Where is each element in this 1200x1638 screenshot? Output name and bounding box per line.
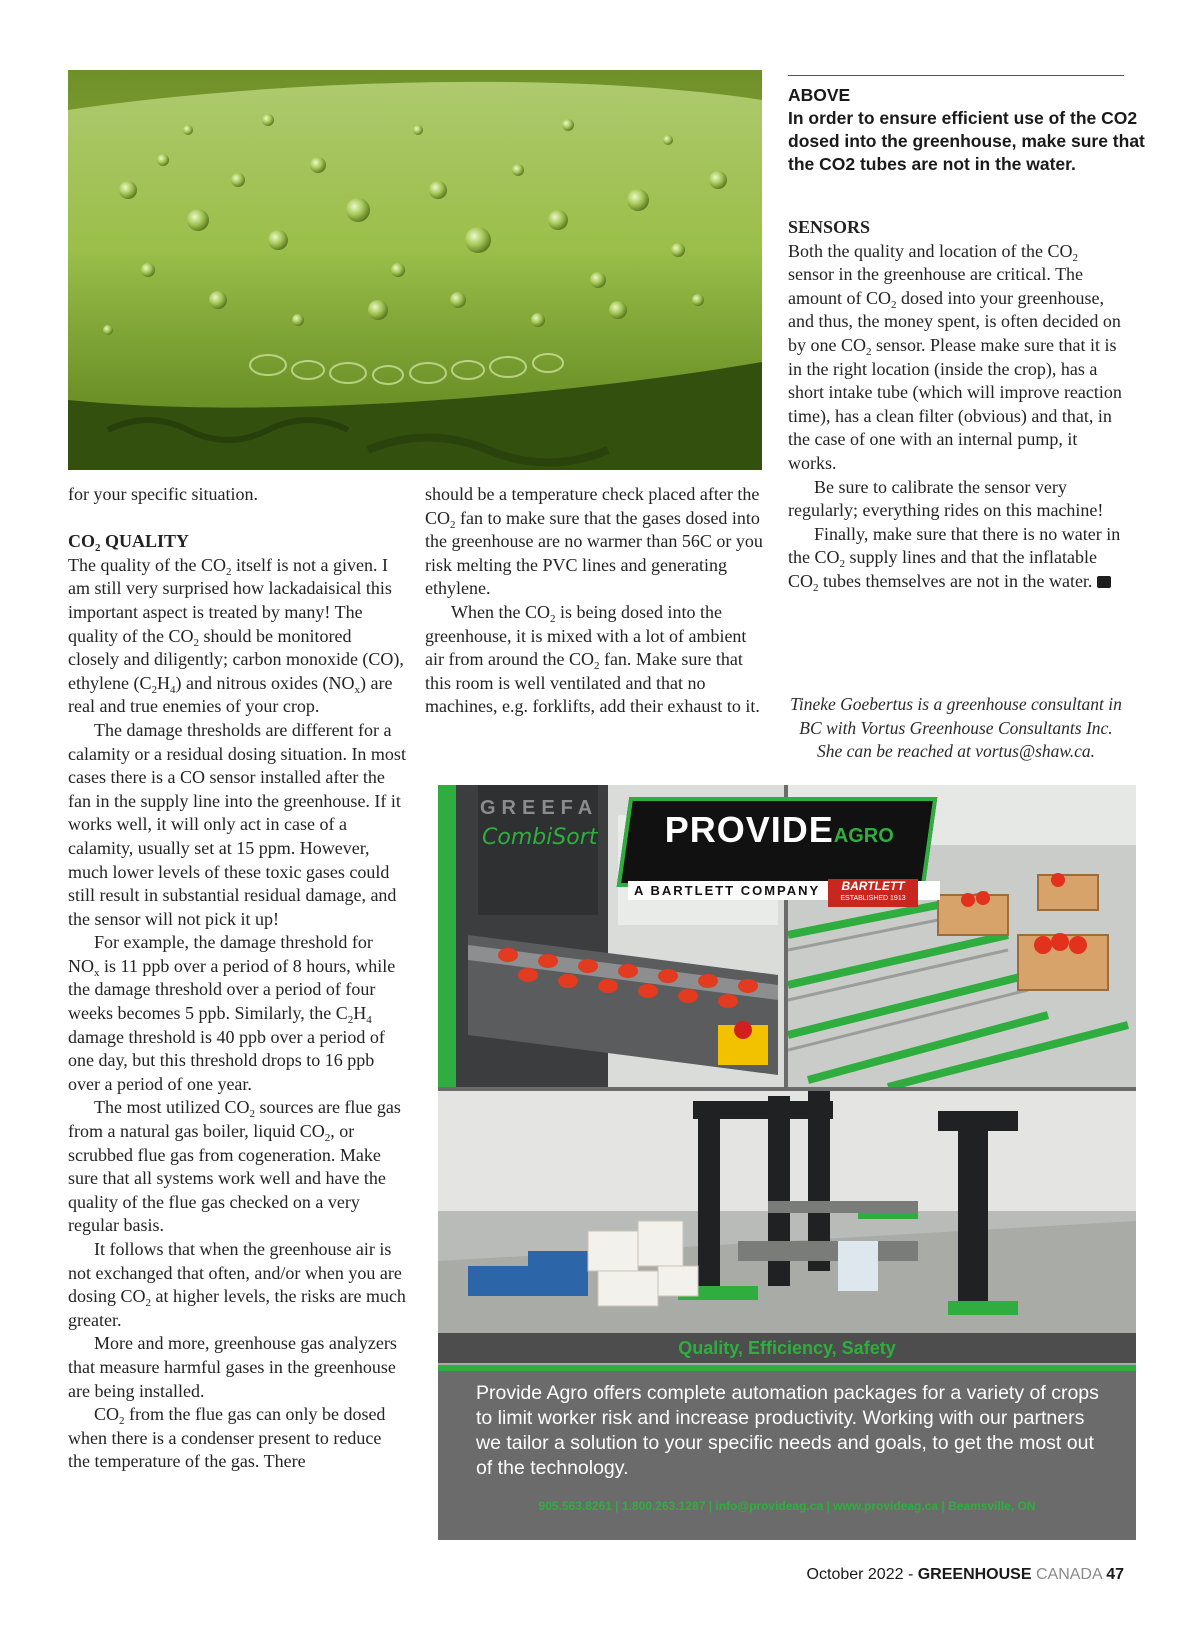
paragraph: Both the quality and location of the $CO_2$ sensor in the greenhouse are critical. The amount of $CO_2$ dosed into your greenhouse, and thus, the money spent, is often decided on by one $CO_2$ sensor. Please make sure that it is in the right location (inside the crop), has a short intake tube (which will improve reaction time), has a clean filter (obvious) and that, in the case of one with an internal pump, it works. [788, 240, 1122, 473]
ad-body-text: Provide Agro offers complete automation packages for a variety of crops to limit worker risk and increase productivity. Working with our partners we tailor a solution to your specific needs and goals, to get the most out of the technology. [476, 1382, 1099, 1479]
ad-green-rule [438, 1365, 1136, 1371]
article-column-1 [68, 483, 406, 1474]
machine-brand: GREEFA [480, 797, 599, 819]
ad-contact-line[interactable]: 905.563.8261 | 1.800.263.1287 | info@provideag.ca | www.provideag.ca | Beamsville, ON [538, 1499, 1036, 1513]
paragraph: Be sure to calibrate the sensor very regularly; everything rides on this machine! [788, 476, 1104, 521]
paragraph: for your specific situation. [68, 484, 258, 504]
paragraph: Finally, make sure that there is no water in the $CO_2$ supply lines and that the inflatable $CO_2$ tubes themselves are not in the water. [788, 523, 1121, 594]
machine-model: CombiSort [482, 825, 598, 850]
article-column-3 [788, 216, 1128, 594]
provide-agro-logo [617, 797, 938, 887]
caption-label: ABOVE [788, 85, 851, 105]
section-heading-sensors: SENSORS [788, 217, 871, 237]
magazine-name-1: GREENHOUSE [917, 1566, 1032, 1583]
ad-photo-palletizer [438, 1091, 1136, 1366]
paragraph: The quality of the $CO_2$ itself is not a given. I am still very surprised how lackadaisical this important aspect is treated by many! The quality of the $CO_2$ should be monitored closely and diligently; carbon monoxide (CO), ethylene $(C_2H_4)$ and nitrous oxides $(NO_x)$ are real and true enemies of your crop. [68, 554, 404, 717]
provide-agro-advertisement[interactable] [438, 785, 1136, 1540]
caption-rule [788, 75, 1124, 76]
bartlett-badge: BARTLETT ESTABLISHED 1913 [828, 879, 918, 907]
page-footer [807, 1566, 1124, 1584]
paragraph: It follows that when the greenhouse air is not exchanged that often, and/or when you are dosing $CO_2$ at higher levels, the risks are much greater. [68, 1239, 406, 1330]
paragraph: $CO_2$ from the flue gas can only be dosed when there is a condenser present to reduce the temperature of the gas. There [68, 1404, 386, 1472]
article-column-2 [425, 483, 765, 719]
paragraph: When the $CO_2$ is being dosed into the greenhouse, it is mixed with a lot of ambient air from around the $CO_2$ fan. Make sure that this room is well ventilated and that no machines, e.g. forklifts, add their exhaust to it. [425, 601, 760, 717]
paragraph: The damage thresholds are different for a calamity or a residual dosing situation. In most cases there is a CO sensor installed after the fan in the supply line into the greenhouse. If it works well, it will only act in case of a calamity, usually set at 15 ppm. However, much lower levels of these toxic gases could still result in substantial residual damage, and the sensor will not pick it up! [68, 719, 406, 929]
issue-date: October 2022 - [806, 1566, 918, 1583]
paragraph: For example, the damage threshold for $NO_x$ is 11 ppb over a period of 8 hours, while the damage threshold over a period of four weeks becomes 5 ppb. Similarly, the $C_2H_4$ damage threshold is 40 ppb over a period of one day, but this threshold drops to 16 ppb over a period of one year. [68, 932, 396, 1094]
paragraph: More and more, greenhouse gas analyzers that measure harmful gases in the greenhouse are being installed. [68, 1333, 397, 1401]
section-heading-co2-quality: $CO_2$ QUALITY [68, 531, 190, 555]
logo-main: PROVIDE [664, 809, 834, 850]
magazine-name-2: CANADA [1031, 1566, 1107, 1583]
caption-text: In order to ensure efficient use of the CO2 dosed into the greenhouse, make sure that the CO2 tubes are not in the water. [788, 108, 1145, 174]
page-number: 47 [1106, 1566, 1124, 1583]
co2-tube-photo [68, 70, 762, 470]
photo-caption [788, 84, 1148, 176]
author-bio: Tineke Goebertus is a greenhouse consultant in BC with Vortus Greenhouse Consultants Inc. She can be reached at vortus@shaw.ca. [790, 694, 1122, 761]
ad-tagline: Quality, Efficiency, Safety [678, 1338, 896, 1358]
paragraph: The most utilized $CO_2$ sources are flue gas from a natural gas boiler, liquid $CO_2$, or scrubbed flue gas from cogeneration. Make sure that all systems work well and have the quality of the flue gas checked on a very regular basis. [68, 1097, 401, 1236]
paragraph: should be a temperature check placed after the $CO_2$ fan to make sure that the gases dosed into the greenhouse are no warmer than 56C or you risk melting the PVC lines and generating ethylene. [425, 484, 763, 599]
logo-sub: AGRO [833, 825, 894, 847]
end-mark-icon [1097, 576, 1111, 588]
logo-tagline: A BARTLETT COMPANY [628, 881, 940, 900]
